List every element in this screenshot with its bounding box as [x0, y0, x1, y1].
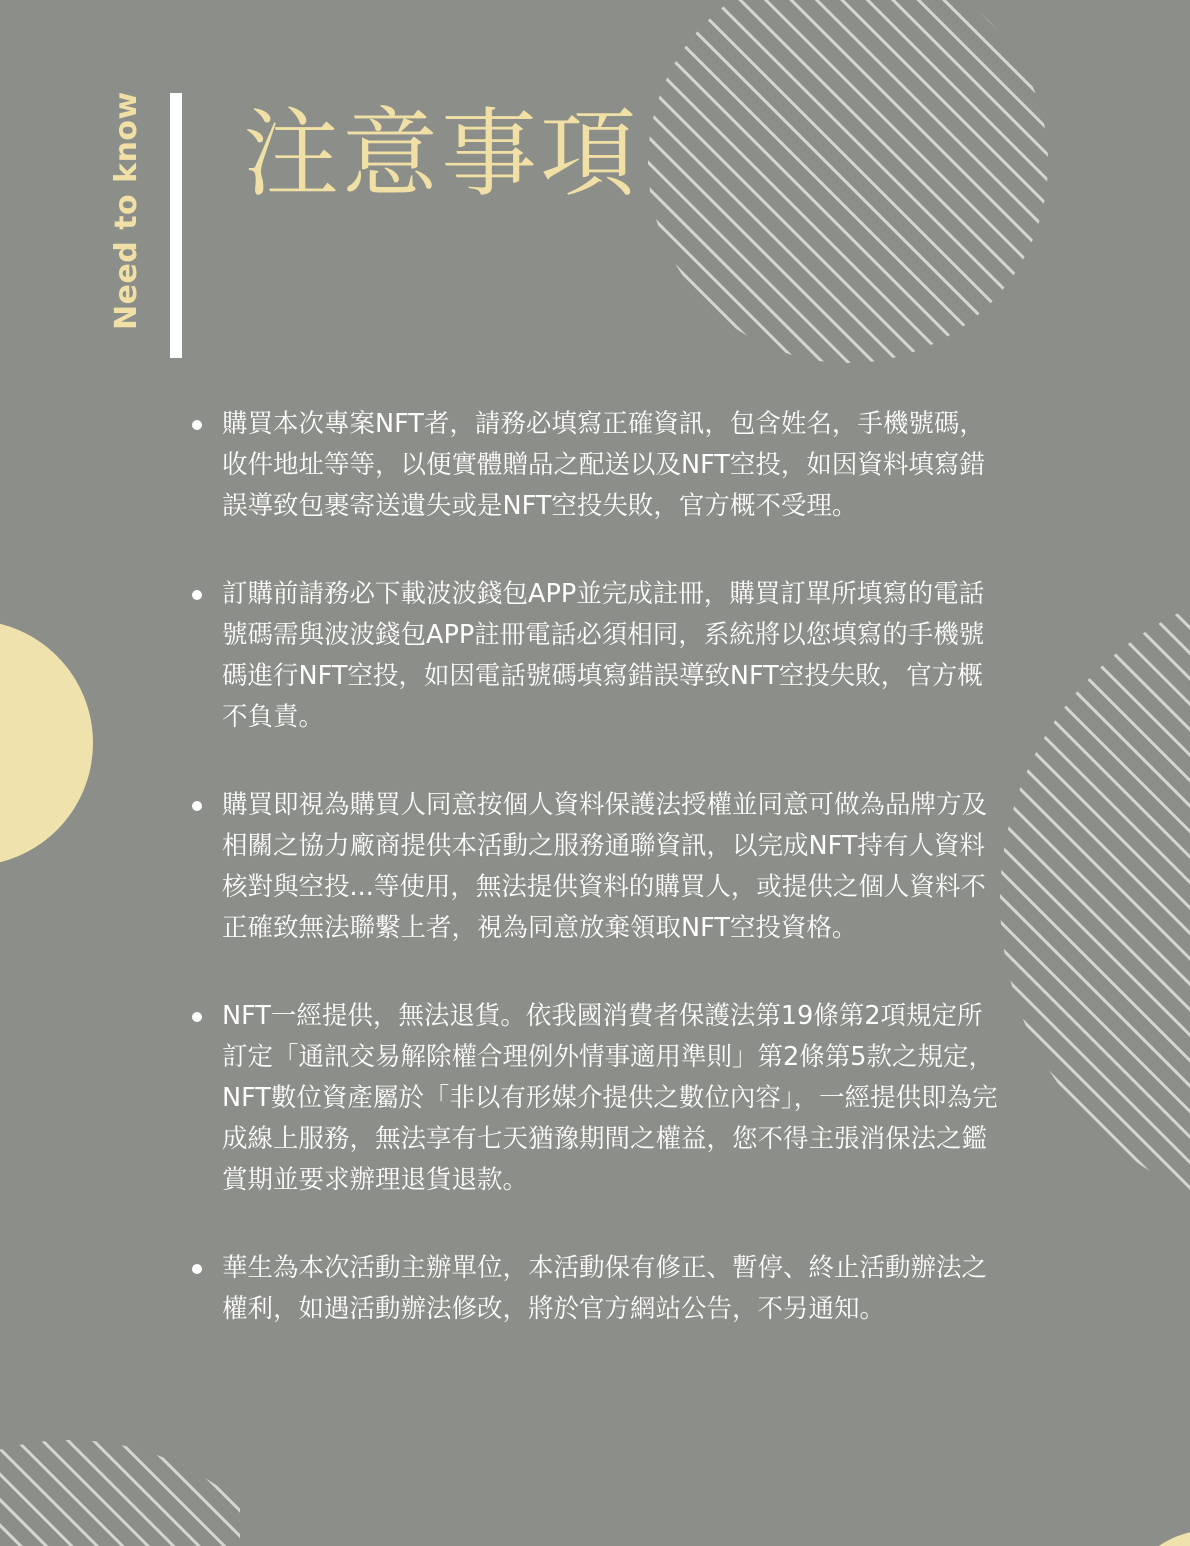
notice-text: 訂購前請務必下載波波錢包APP並完成註冊，購買訂單所填寫的電話號碼需與波波錢包APP註冊電話必須相同，系統將以您填寫的手機號碼進行NFT空投，如因電話號碼填寫錯誤導致NFT空投失敗，官方概不負責。 [222, 579, 985, 732]
notice-item [222, 785, 1002, 949]
striped-circle-right-decoration [1000, 580, 1190, 1220]
yellow-corner-circle-decoration [1130, 1520, 1190, 1546]
bullet-icon [192, 1264, 202, 1274]
notice-text: 購買即視為購買人同意按個人資料保護法授權並同意可做為品牌方及相關之協力廠商提供本活動之服務通聯資訊，以完成NFT持有人資料核對與空投...等使用，無法提供資料的購買人，或提供之個人資料不正確致無法聯繫上者，視為同意放棄領取NFT空投資格。 [222, 790, 988, 943]
need-to-know-label: Need to know [109, 91, 144, 330]
title-divider [170, 93, 182, 358]
notice-text: NFT一經提供，無法退貨。依我國消費者保護法第19條第2項規定所訂定「通訊交易解除權合理例外情事適用準則」第2條第5款之規定，NFT數位資產屬於「非以有形媒介提供之數位內容」，一經提供即為完成線上服務，無法享有七天猶豫期間之權益，您不得主張消保法之鑑賞期並要求辦理退貨退款。 [222, 1001, 998, 1195]
bullet-icon [192, 1012, 202, 1022]
notice-item [222, 404, 1002, 527]
notice-list [222, 404, 1002, 1377]
striped-circle-bottom-decoration [0, 1440, 240, 1546]
bullet-icon [192, 590, 202, 600]
notice-text: 購買本次專案NFT者，請務必填寫正確資訊，包含姓名，手機號碼，收件地址等等，以便實體贈品之配送以及NFT空投，如因資料填寫錯誤導致包裹寄送遺失或是NFT空投失敗，官方概不受理。 [222, 409, 985, 521]
notice-text: 華生為本次活動主辦單位，本活動保有修正、暫停、終止活動辦法之權利，如遇活動辦法修改，將於官方網站公告，不另通知。 [222, 1253, 988, 1324]
striped-circle-decoration [648, 0, 1048, 366]
page-title: 注意事項 [243, 98, 639, 210]
notice-item [222, 1248, 1002, 1330]
notice-item [222, 996, 1002, 1201]
bullet-icon [192, 420, 202, 430]
yellow-half-circle-decoration [0, 620, 100, 870]
bullet-icon [192, 801, 202, 811]
notice-item [222, 574, 1002, 738]
